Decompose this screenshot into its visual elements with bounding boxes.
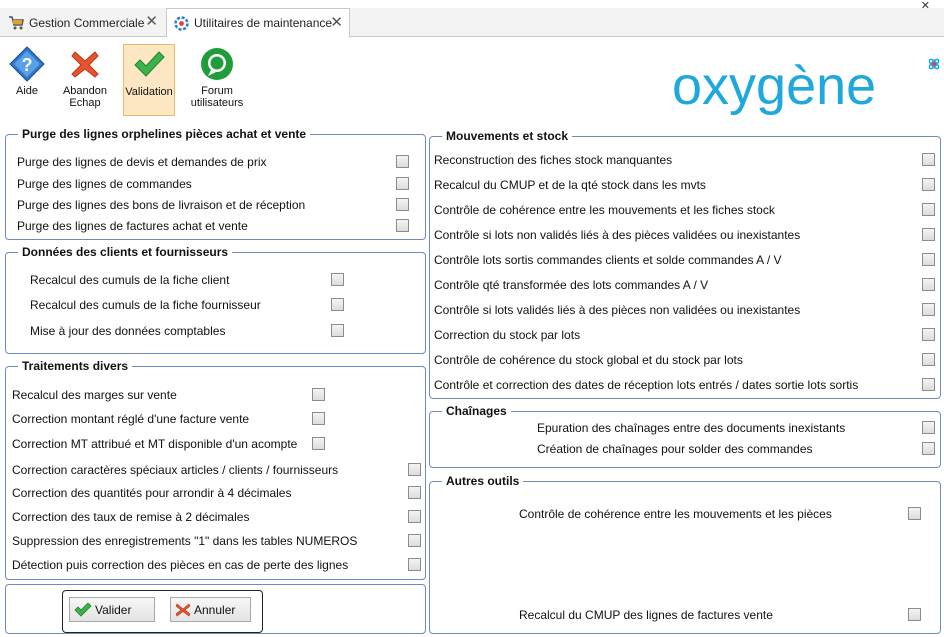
chainages-group-title: Chaînages (442, 404, 511, 418)
caracteres-speciaux-checkbox[interactable] (408, 463, 421, 476)
cumuls-fournisseur-label: Recalcul des cumuls de la fiche fournisseur (30, 298, 261, 312)
annuler-label: Annuler (194, 602, 236, 617)
numeros-checkbox[interactable] (408, 534, 421, 547)
epuration-chainages-checkbox[interactable] (922, 421, 935, 434)
valider-button[interactable] (69, 597, 155, 622)
close-icon[interactable]: ✕ (145, 13, 158, 30)
stock-item-checkbox[interactable] (922, 303, 935, 316)
stock-item-checkbox[interactable] (922, 178, 935, 191)
purge-group (5, 127, 426, 240)
actions-group (5, 584, 426, 634)
perte-lignes-checkbox[interactable] (408, 558, 421, 571)
divers-group (5, 359, 426, 580)
stock-item-checkbox[interactable] (922, 353, 935, 366)
stock-item-label: Contrôle de cohérence entre les mouvements et les fiches stock (434, 203, 775, 217)
stock-item-checkbox[interactable] (922, 203, 935, 216)
divers-item-label: Correction des quantités pour arrondir à 4 décimales (12, 486, 292, 500)
abandon-label: Abandon (62, 85, 108, 97)
stock-group (429, 129, 941, 399)
validation-button[interactable] (123, 44, 175, 116)
valider-label: Valider (95, 602, 132, 617)
stock-item-checkbox[interactable] (922, 253, 935, 266)
checkmark-icon (131, 47, 167, 83)
gear-icon (173, 15, 190, 32)
stock-item-label: Correction du stock par lots (434, 328, 581, 342)
stock-item-checkbox[interactable] (922, 153, 935, 166)
cumuls-client-checkbox[interactable] (331, 273, 344, 286)
purge-commandes-checkbox[interactable] (396, 177, 409, 190)
cancel-x-icon (175, 603, 191, 617)
donnees-comptables-checkbox[interactable] (331, 324, 344, 337)
divers-item-label: Correction caractères spéciaux articles / clients / fournisseurs (12, 463, 339, 477)
atom-icon (928, 58, 940, 70)
stock-item-label: Contrôle lots sortis commandes clients et solde commandes A / V (434, 253, 782, 267)
window-close-icon[interactable]: ✕ (920, 0, 930, 12)
purge-bons-checkbox[interactable] (396, 198, 409, 211)
taux-remise-checkbox[interactable] (408, 510, 421, 523)
purge-group-title: Purge des lignes orphelines pièces achat et vente (18, 127, 310, 141)
purge-factures-checkbox[interactable] (396, 219, 409, 232)
divers-item-label: Détection puis correction des pièces en cas de perte des lignes (12, 558, 349, 572)
cumuls-client-label: Recalcul des cumuls de la fiche client (30, 273, 230, 287)
tab-utilitaires-maintenance[interactable] (166, 8, 350, 38)
forum-chat-icon (199, 46, 235, 82)
stock-item-checkbox[interactable] (922, 328, 935, 341)
stock-item-label: Contrôle de cohérence du stock global et du stock par lots (434, 353, 743, 367)
montant-regle-checkbox[interactable] (312, 412, 325, 425)
stock-item-checkbox[interactable] (922, 228, 935, 241)
tab-label: Gestion Commerciale (29, 15, 145, 30)
close-icon[interactable]: ✕ (330, 14, 343, 31)
autres-group-title: Autres outils (442, 474, 523, 488)
purge-commandes-label: Purge des lignes de commandes (17, 177, 192, 191)
divers-item-label: Correction montant réglé d'une facture vente (12, 412, 250, 426)
checkmark-icon (74, 603, 92, 617)
purge-devis-checkbox[interactable] (396, 155, 409, 168)
donnees-comptables-label: Mise à jour des données comptables (30, 324, 226, 338)
autres-group (429, 474, 941, 634)
clients-group (5, 245, 426, 354)
forum-button[interactable] (188, 44, 246, 114)
chainages-group (429, 404, 941, 468)
cart-icon (8, 14, 25, 31)
acompte-checkbox[interactable] (312, 437, 325, 450)
stock-item-checkbox[interactable] (922, 278, 935, 291)
stock-item-label: Contrôle qté transformée des lots commandes A / V (434, 278, 709, 292)
divers-group-title: Traitements divers (18, 359, 132, 373)
help-icon (9, 46, 45, 82)
validation-label: Validation (125, 86, 173, 98)
oxygene-logo (670, 52, 942, 122)
cancel-x-icon (67, 46, 103, 82)
aide-button[interactable] (6, 44, 48, 114)
stock-group-title: Mouvements et stock (442, 129, 572, 143)
aide-label: Aide (15, 85, 39, 97)
marges-checkbox[interactable] (312, 388, 325, 401)
creation-chainages-checkbox[interactable] (922, 442, 935, 455)
cmup-factures-checkbox[interactable] (908, 608, 921, 621)
divers-item-label: Correction des taux de remise à 2 décimales (12, 510, 250, 524)
tab-gestion-commerciale[interactable] (2, 8, 164, 37)
abandon-shortcut-label: Echap (69, 97, 101, 109)
cmup-factures-label: Recalcul du CMUP des lignes de factures vente (519, 608, 773, 622)
tab-strip (0, 0, 944, 37)
divers-item-label: Correction MT attribué et MT disponible d'un acompte (12, 437, 298, 451)
forum-label: Forum (201, 85, 233, 97)
stock-item-label: Contrôle si lots validés liés à des pièces non validées ou inexistantes (434, 303, 801, 317)
divers-item-label: Suppression des enregistrements "1" dans les tables NUMEROS (12, 534, 358, 548)
quantites-checkbox[interactable] (408, 486, 421, 499)
forum-label-2: utilisateurs (190, 97, 244, 109)
stock-item-label: Contrôle et correction des dates de réception lots entrés / dates sortie lots sortis (434, 378, 859, 392)
clients-group-title: Données des clients et fournisseurs (18, 245, 232, 259)
purge-devis-label: Purge des lignes de devis et demandes de prix (17, 155, 267, 169)
purge-factures-label: Purge des lignes de factures achat et vente (17, 219, 248, 233)
cumuls-fournisseur-checkbox[interactable] (331, 298, 344, 311)
stock-item-label: Recalcul du CMUP et de la qté stock dans les mvts (434, 178, 706, 192)
coherence-pieces-checkbox[interactable] (908, 507, 921, 520)
purge-bons-label: Purge des lignes des bons de livraison et de réception (17, 198, 306, 212)
stock-item-label: Contrôle si lots non validés liés à des pièces validées ou inexistantes (434, 228, 801, 242)
tab-label: Utilitaires de maintenance (194, 16, 333, 30)
abandon-button[interactable] (60, 44, 110, 114)
divers-item-label: Recalcul des marges sur vente (12, 388, 177, 402)
creation-chainages-label: Création de chaînages pour solder des commandes (537, 442, 813, 456)
svg-text:?: ? (21, 55, 33, 75)
stock-item-checkbox[interactable] (922, 378, 935, 391)
annuler-button[interactable] (170, 597, 251, 622)
coherence-pieces-label: Contrôle de cohérence entre les mouvements et les pièces (519, 507, 832, 521)
epuration-chainages-label: Epuration des chaînages entre des documents inexistants (537, 421, 846, 435)
logo-text: oxygène (672, 56, 877, 116)
stock-item-label: Reconstruction des fiches stock manquantes (434, 153, 673, 167)
